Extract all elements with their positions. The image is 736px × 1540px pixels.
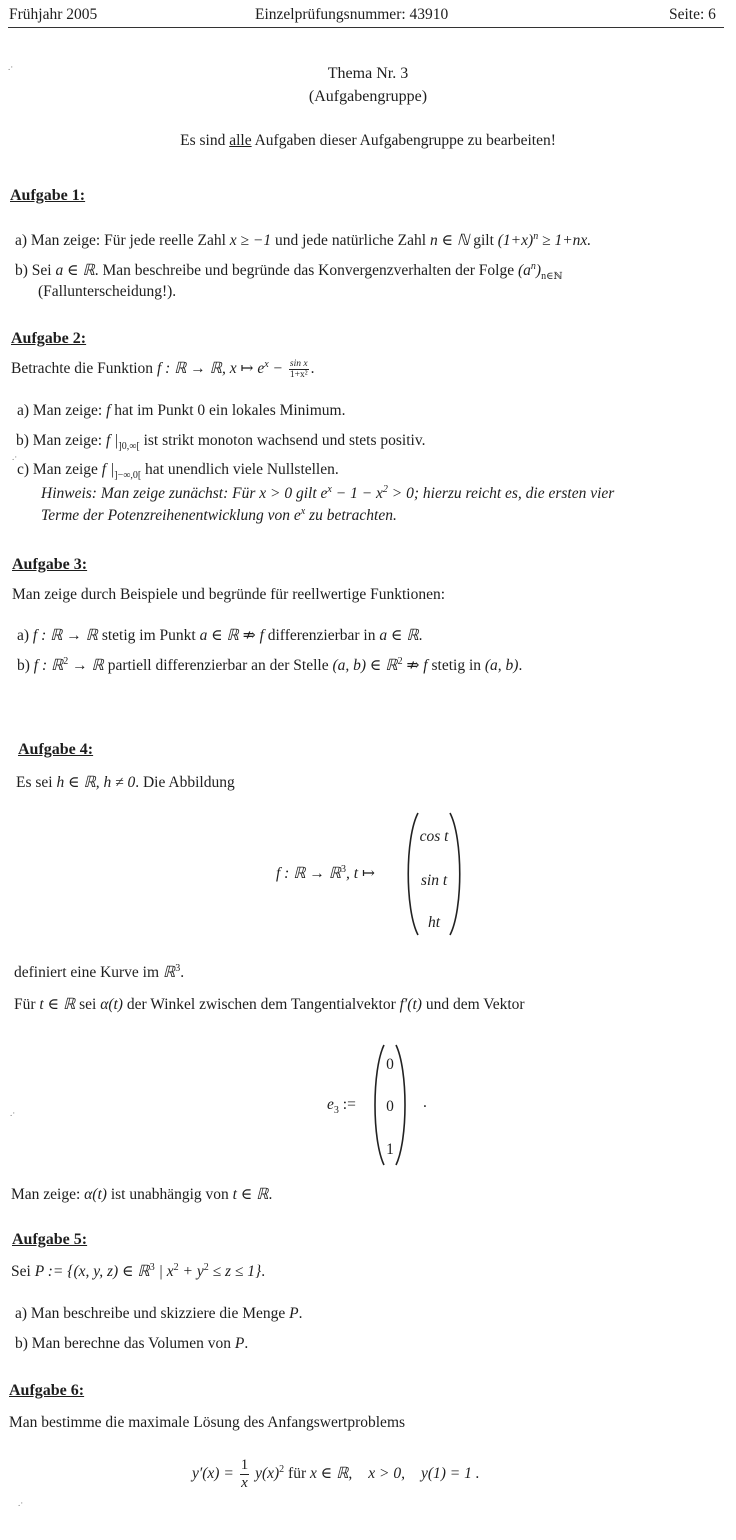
aufgabe-5b: b) Man berechne das Volumen von P.: [15, 1335, 249, 1352]
e3-vector: [372, 1042, 408, 1168]
aufgabe-5-intro: Sei P := {(x, y, z) ∈ ℝ$^3$ | $x^2 + y^2 \le z \le 1$}.: [11, 1261, 266, 1280]
aufgabe-1-heading: Aufgabe 1:: [10, 187, 86, 204]
scan-speck: .·: [18, 1498, 24, 1508]
fraction: $\frac{\text{sin x}}{\text{1+x²}}$: [289, 359, 308, 380]
vector-entry: cos t: [419, 828, 449, 845]
aufgabe-5-heading: Aufgabe 5:: [12, 1231, 88, 1248]
aufgabe-1a: a) Man zeige: Für jede reelle Zahl x ≥ −1 und jede natürliche Zahl n ∈ ℕ gilt $(1+x)^n \ge 1+nx$.: [15, 230, 592, 249]
header-page-number: Seite: 6: [669, 6, 716, 23]
vector-entry: 1: [386, 1141, 394, 1158]
aufgabe-5a: a) Man beschreibe und skizziere die Menge P.: [15, 1305, 303, 1322]
scan-speck: .·: [8, 62, 14, 72]
header-rule: [8, 27, 724, 28]
aufgabe-4-heading: Aufgabe 4:: [18, 741, 94, 758]
aufgabe-2-hint-line2: Terme der Potenzreihenentwicklung von $e^x$ zu betrachten.: [41, 505, 397, 524]
fraction: $\frac{1}{x}$: [240, 1457, 249, 1491]
aufgabe-4-curve-statement: definiert eine Kurve im ℝ$^3$.: [14, 962, 185, 981]
aufgabe-2a: a) Man zeige: f hat im Punkt 0 ein lokales Minimum.: [17, 402, 346, 419]
scan-speck: .·: [10, 1108, 16, 1118]
instructions: Es sind alle Aufgaben dieser Aufgabengruppe zu bearbeiten!: [180, 132, 556, 149]
header-date: Frühjahr 2005: [9, 6, 98, 23]
vector-entry: ht: [427, 914, 441, 931]
aufgabe-4-angle-definition: Für t ∈ ℝ sei α(t) der Winkel zwischen dem Tangentialvektor f′(t) und dem Vektor: [14, 996, 525, 1013]
vector-entry: 0: [386, 1056, 394, 1073]
curve-map-definition: f : ℝ → ℝ$^3$, t ↦: [276, 863, 375, 882]
thema-title: Thema Nr. 3: [327, 65, 409, 82]
aufgabe-3a: a) f : ℝ → ℝ stetig im Punkt a ∈ ℝ ⇏ f differenzierbar in a ∈ ℝ.: [17, 627, 423, 644]
aufgabe-6-intro: Man bestimme die maximale Lösung des Anfangswertproblems: [9, 1414, 406, 1431]
e3-period: .: [423, 1094, 427, 1111]
initial-value-problem: y′(x) = $\frac{1}{x}$ $y(x)^2$ für x ∈ ℝ, x > 0, y(1) = 1 .: [192, 1457, 480, 1491]
header-exam-number: Einzelprüfungsnummer: 43910: [255, 6, 449, 23]
aufgabe-2c: c) Man zeige f $|_{]-\infty,0[}$ hat unendlich viele Nullstellen.: [17, 461, 339, 482]
aufgabe-2-heading: Aufgabe 2:: [11, 330, 87, 347]
aufgabe-2b: b) Man zeige: f $|_{]0,\infty[}$ ist strikt monoton wachsend und stets positiv.: [16, 432, 426, 453]
aufgabe-4-conclusion: Man zeige: α(t) ist unabhängig von t ∈ ℝ.: [11, 1186, 273, 1203]
aufgabe-3-intro: Man zeige durch Beispiele und begründe für reellwertige Funktionen:: [12, 586, 446, 603]
thema-subtitle: (Aufgabengruppe): [308, 88, 428, 105]
curve-vector: [404, 810, 464, 938]
aufgabe-4-intro: Es sei h ∈ ℝ, h ≠ 0. Die Abbildung: [16, 774, 235, 791]
aufgabe-1b: b) Sei a ∈ ℝ. Man beschreibe und begründe das Konvergenzverhalten der Folge $(a^n)_{n\in ℕ}$: [15, 260, 563, 283]
scan-speck: .·: [12, 452, 18, 462]
vector-entry: 0: [386, 1098, 394, 1115]
aufgabe-3-heading: Aufgabe 3:: [12, 556, 88, 573]
aufgabe-6-heading: Aufgabe 6:: [9, 1382, 85, 1399]
aufgabe-1b-line2: (Fallunterscheidung!).: [38, 283, 177, 300]
aufgabe-2-hint-line1: Hinweis: Man zeige zunächst: Für x > 0 gilt $e^x - 1 - x^2 > 0$; hierzu reicht es, die ersten vier: [41, 483, 615, 502]
aufgabe-3b: b) f : ℝ$^2$ → ℝ partiell differenzierbar an der Stelle (a, b) ∈ ℝ$^2$ ⇏ f stetig in (a, b).: [17, 655, 523, 674]
e3-definition: $e_3$ :=: [327, 1096, 356, 1117]
aufgabe-2-intro: Betrachte die Funktion f : ℝ → ℝ, x ↦ $e^x$ − $\frac{\text{sin x}}{\text{1+x²}}$ .: [11, 358, 315, 380]
vector-entry: sin t: [420, 872, 448, 889]
